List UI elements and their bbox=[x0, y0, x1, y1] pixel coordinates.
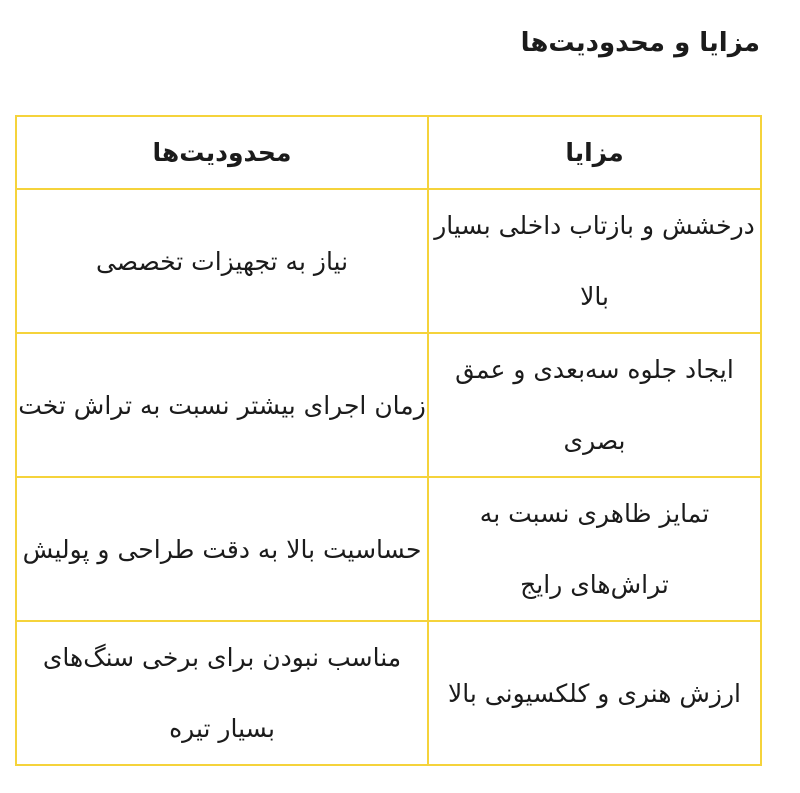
header-advantages: مزایا bbox=[428, 116, 761, 189]
table-row bbox=[16, 189, 761, 333]
advantage-cell: ایجاد جلوه سه‌بعدی و عمق بصری bbox=[428, 333, 761, 477]
table-header-row bbox=[16, 116, 761, 189]
page-title: مزایا و محدودیت‌ها bbox=[520, 28, 760, 58]
limitation-cell: زمان اجرای بیشتر نسبت به تراش تخت bbox=[16, 333, 428, 477]
table-row bbox=[16, 621, 761, 765]
limitation-cell: حساسیت بالا به دقت طراحی و پولیش bbox=[16, 477, 428, 621]
advantages-limitations-table bbox=[15, 115, 762, 766]
advantage-cell: ارزش هنری و کلکسیونی بالا bbox=[428, 621, 761, 765]
table-row bbox=[16, 477, 761, 621]
header-limitations: محدودیت‌ها bbox=[16, 116, 428, 189]
advantage-cell: تمایز ظاهری نسبت به تراش‌های رایج bbox=[428, 477, 761, 621]
table-row bbox=[16, 333, 761, 477]
limitation-cell: مناسب نبودن برای برخی سنگ‌های بسیار تیره bbox=[16, 621, 428, 765]
limitation-cell: نیاز به تجهیزات تخصصی bbox=[16, 189, 428, 333]
advantage-cell: درخشش و بازتاب داخلی بسیار بالا bbox=[428, 189, 761, 333]
